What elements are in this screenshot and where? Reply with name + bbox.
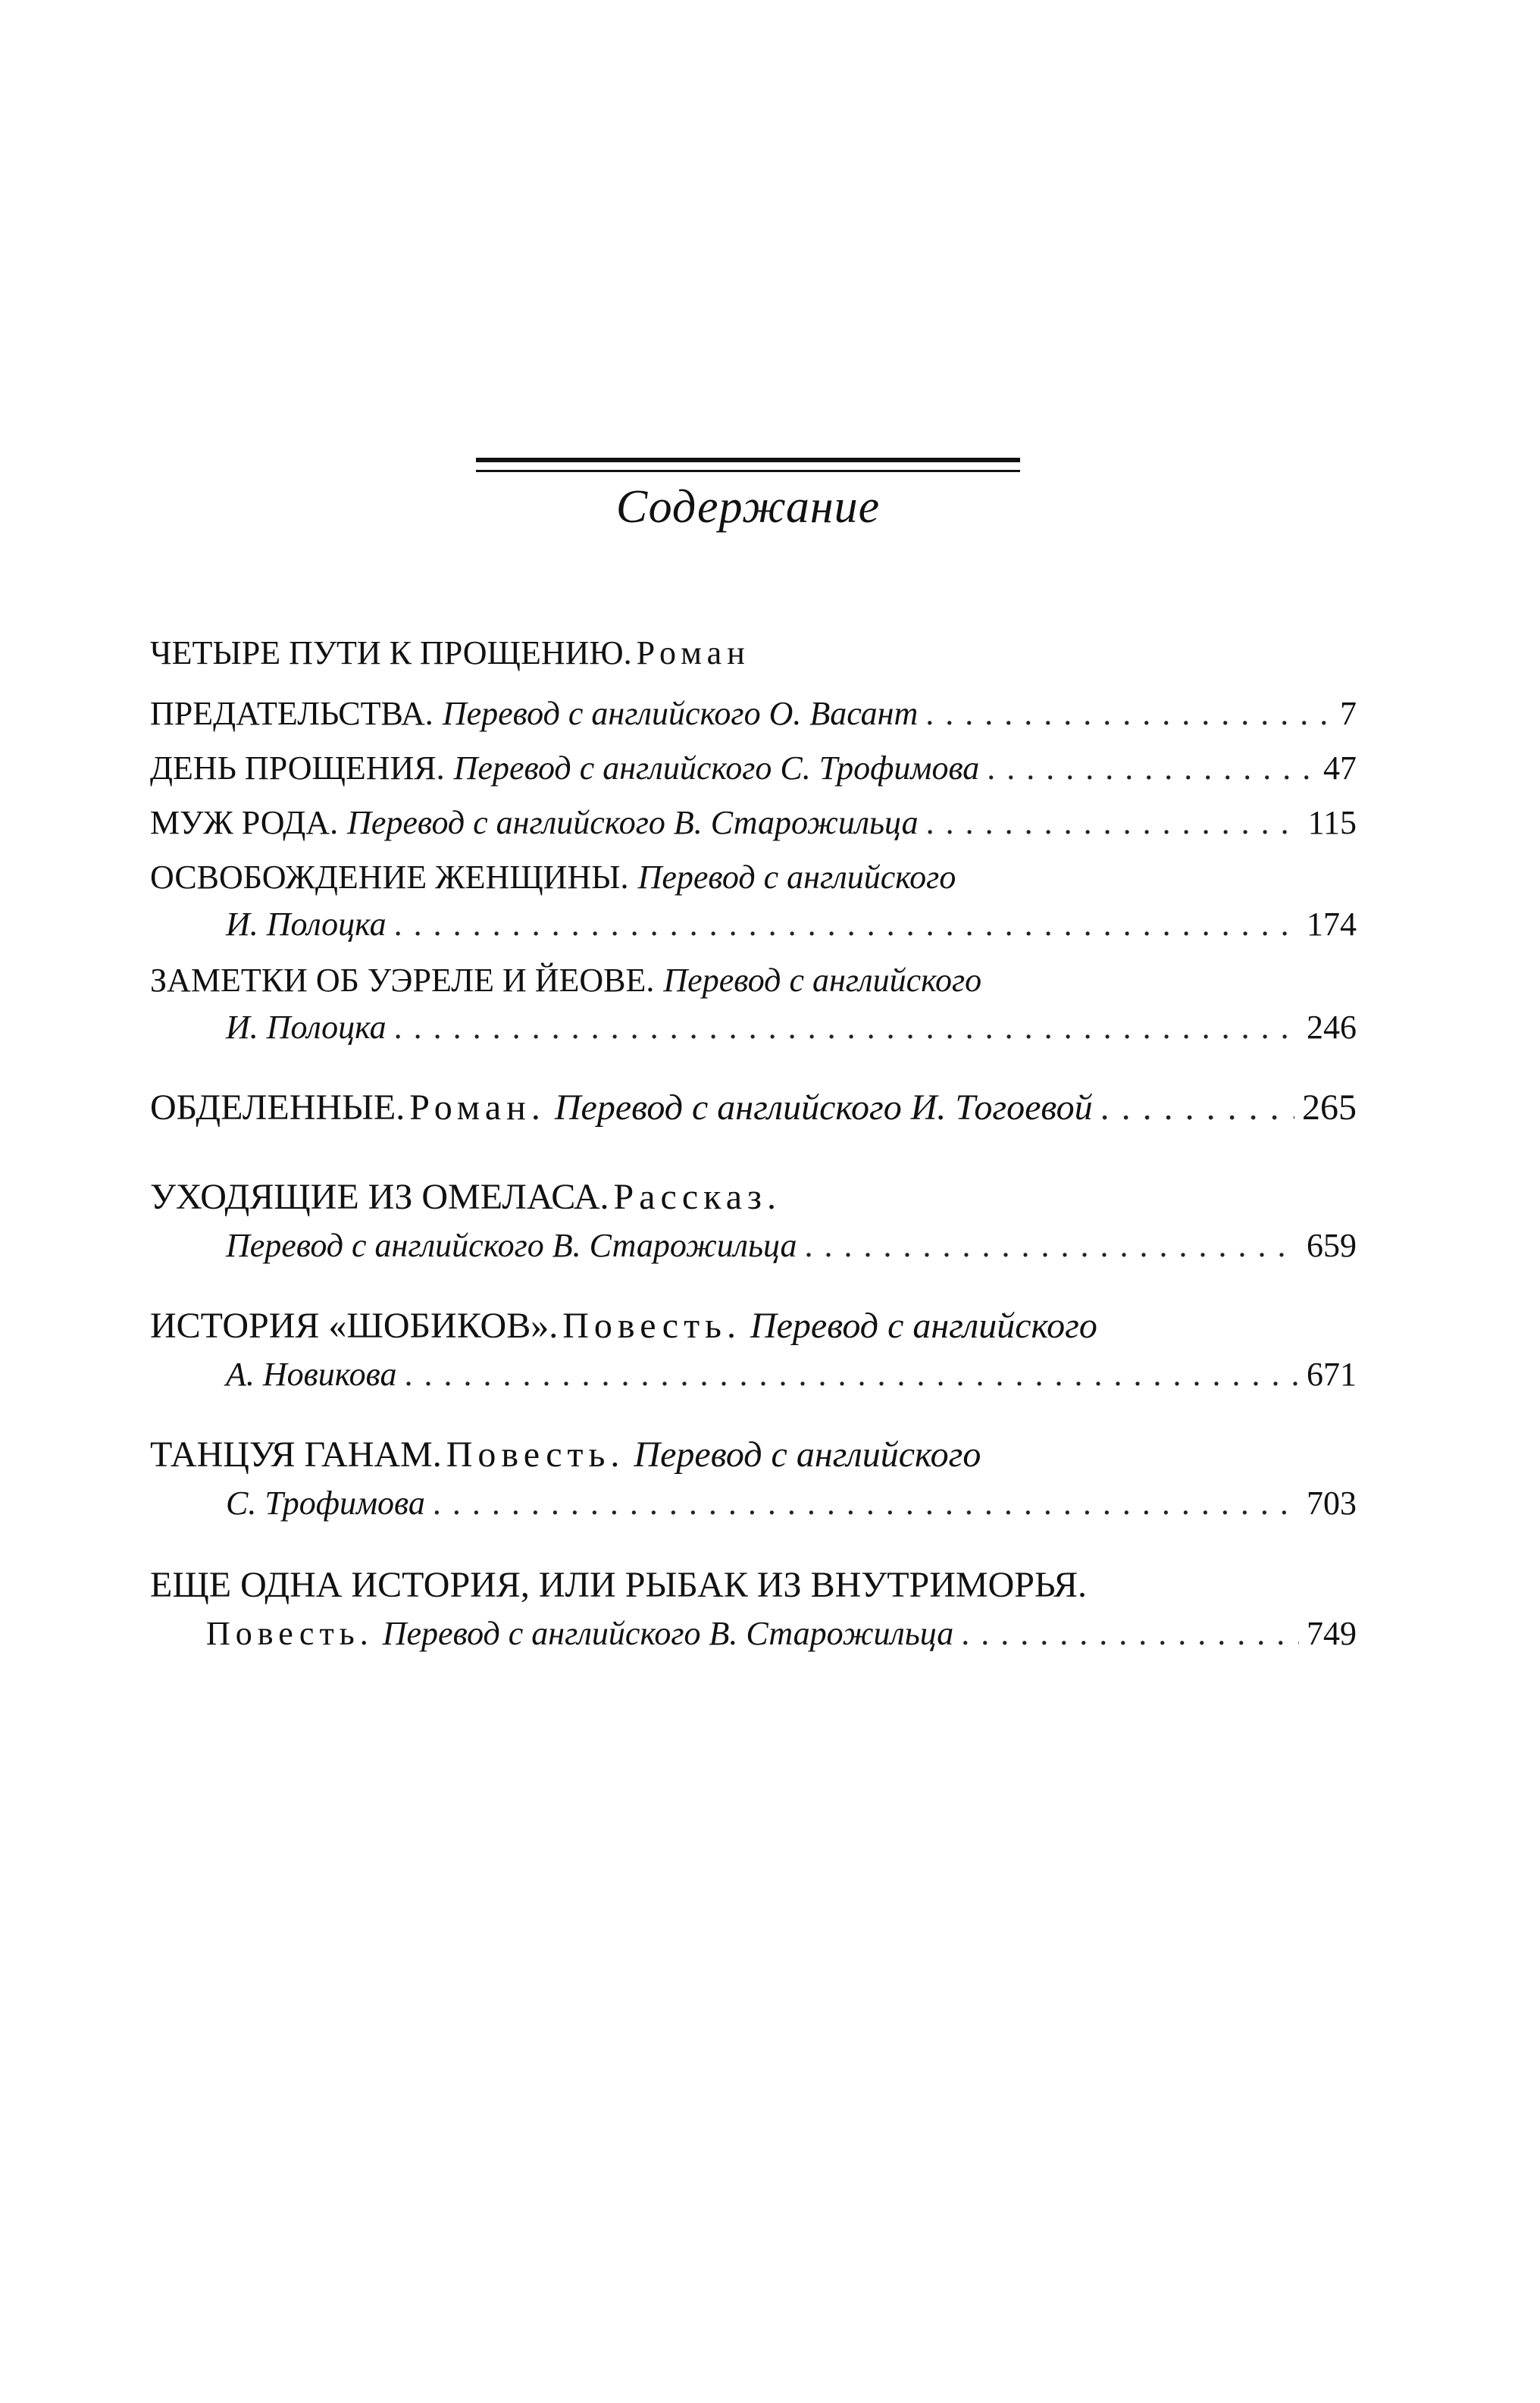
work-credit-cont: С. Трофимова bbox=[226, 1485, 425, 1522]
work-title: ОБДЕЛЕННЫЕ. bbox=[150, 1087, 405, 1128]
toc-entry[interactable] bbox=[150, 690, 1357, 738]
work-genre: Роман. bbox=[409, 1087, 546, 1128]
entry-page-number: 174 bbox=[1307, 906, 1357, 943]
title-rule-thick bbox=[476, 458, 1020, 462]
work-title: УХОДЯЩИЕ ИЗ ОМЕЛАСА. bbox=[150, 1177, 609, 1217]
work-credit: Перевод с английского В. Старожильца bbox=[382, 1615, 954, 1652]
dot-leader bbox=[925, 690, 1326, 738]
entry-title: ОСВОБОЖДЕНИЕ ЖЕНЩИНЫ. bbox=[150, 859, 629, 896]
toc-work-continuation[interactable] bbox=[226, 1222, 1357, 1270]
work-genre: Повесть. bbox=[446, 1435, 625, 1475]
dot-leader bbox=[394, 1003, 1299, 1052]
dot-leader bbox=[1100, 1084, 1294, 1132]
entry-page-number: 7 bbox=[1340, 695, 1357, 732]
dot-leader bbox=[961, 1610, 1299, 1658]
entry-title: ДЕНЬ ПРОЩЕНИЯ. bbox=[150, 749, 445, 787]
work-title: ЕЩЕ ОДНА ИСТОРИЯ, ИЛИ РЫБАК ИЗ ВНУТРИМОРЬЯ. bbox=[150, 1565, 1087, 1605]
toc-entry-continuation[interactable] bbox=[226, 900, 1357, 949]
toc-entry[interactable] bbox=[150, 956, 1357, 1005]
toc-work[interactable] bbox=[150, 1431, 1357, 1479]
work-genre: Повесть. bbox=[562, 1306, 741, 1346]
work-credit: Перевод с английского В. Старожильца bbox=[226, 1227, 797, 1264]
toc-title: Содержание bbox=[615, 481, 881, 533]
entry-credit: Перевод с английского С. Трофимова bbox=[453, 749, 980, 787]
work-title: ТАНЦУЯ ГАНАМ. bbox=[150, 1435, 442, 1475]
entry-credit: Перевод с английского О. Васант bbox=[442, 695, 919, 732]
dot-leader bbox=[394, 900, 1299, 949]
dot-leader bbox=[404, 1350, 1299, 1399]
work-title: ИСТОРИЯ «ШОБИКОВ». bbox=[150, 1306, 559, 1346]
title-rule-thin bbox=[476, 470, 1020, 472]
dot-leader bbox=[433, 1479, 1299, 1528]
toc-work[interactable] bbox=[150, 1302, 1357, 1350]
entry-credit-cont: И. Полоцка bbox=[226, 906, 387, 943]
work-page-number: 671 bbox=[1307, 1356, 1357, 1393]
toc-work-continuation[interactable] bbox=[226, 1479, 1357, 1528]
work-page-number: 659 bbox=[1307, 1227, 1357, 1264]
entry-credit: Перевод с английского В. Старожильца bbox=[347, 804, 919, 841]
section-novel-genre: Роман bbox=[636, 634, 750, 671]
entry-page-number: 47 bbox=[1323, 749, 1357, 787]
work-genre: Повесть. bbox=[206, 1615, 374, 1652]
toc-entry[interactable] bbox=[150, 799, 1357, 847]
dot-leader bbox=[987, 744, 1316, 793]
work-credit: Перевод с английского bbox=[750, 1306, 1097, 1346]
dot-leader bbox=[805, 1222, 1300, 1270]
toc-work[interactable] bbox=[150, 1173, 1357, 1222]
toc-entry[interactable] bbox=[150, 744, 1357, 793]
work-page-number: 749 bbox=[1307, 1615, 1357, 1652]
entry-credit: Перевод с английского bbox=[637, 859, 956, 896]
section-heading-novel bbox=[150, 629, 1357, 677]
entry-title: ПРЕДАТЕЛЬСТВА. bbox=[150, 695, 434, 732]
work-genre: Рассказ. bbox=[613, 1177, 781, 1217]
toc-entry[interactable] bbox=[150, 853, 1357, 902]
toc-entry-continuation[interactable] bbox=[226, 1003, 1357, 1052]
entry-credit-cont: И. Полоцка bbox=[226, 1009, 387, 1046]
entry-page-number: 246 bbox=[1307, 1009, 1357, 1046]
entry-page-number: 115 bbox=[1307, 804, 1357, 841]
work-page-number: 265 bbox=[1302, 1087, 1357, 1128]
entry-title: ЗАМЕТКИ ОБ УЭРЕЛЕ И ЙЕОВЕ. bbox=[150, 962, 655, 999]
entry-credit: Перевод с английского bbox=[663, 962, 982, 999]
toc-work[interactable] bbox=[150, 1561, 1357, 1610]
work-credit: Перевод с английского bbox=[634, 1435, 981, 1475]
work-credit: Перевод с английского И. Тогоевой bbox=[554, 1087, 1093, 1128]
section-novel-title: ЧЕТЫРЕ ПУТИ К ПРОЩЕНИЮ. bbox=[150, 634, 632, 671]
work-page-number: 703 bbox=[1307, 1485, 1357, 1522]
entry-title: МУЖ РОДА. bbox=[150, 804, 339, 841]
dot-leader bbox=[926, 799, 1301, 847]
toc-work-continuation[interactable] bbox=[226, 1350, 1357, 1399]
toc-work-continuation[interactable] bbox=[206, 1610, 1357, 1658]
work-credit-cont: А. Новикова bbox=[226, 1356, 397, 1393]
toc-work[interactable] bbox=[150, 1084, 1357, 1132]
